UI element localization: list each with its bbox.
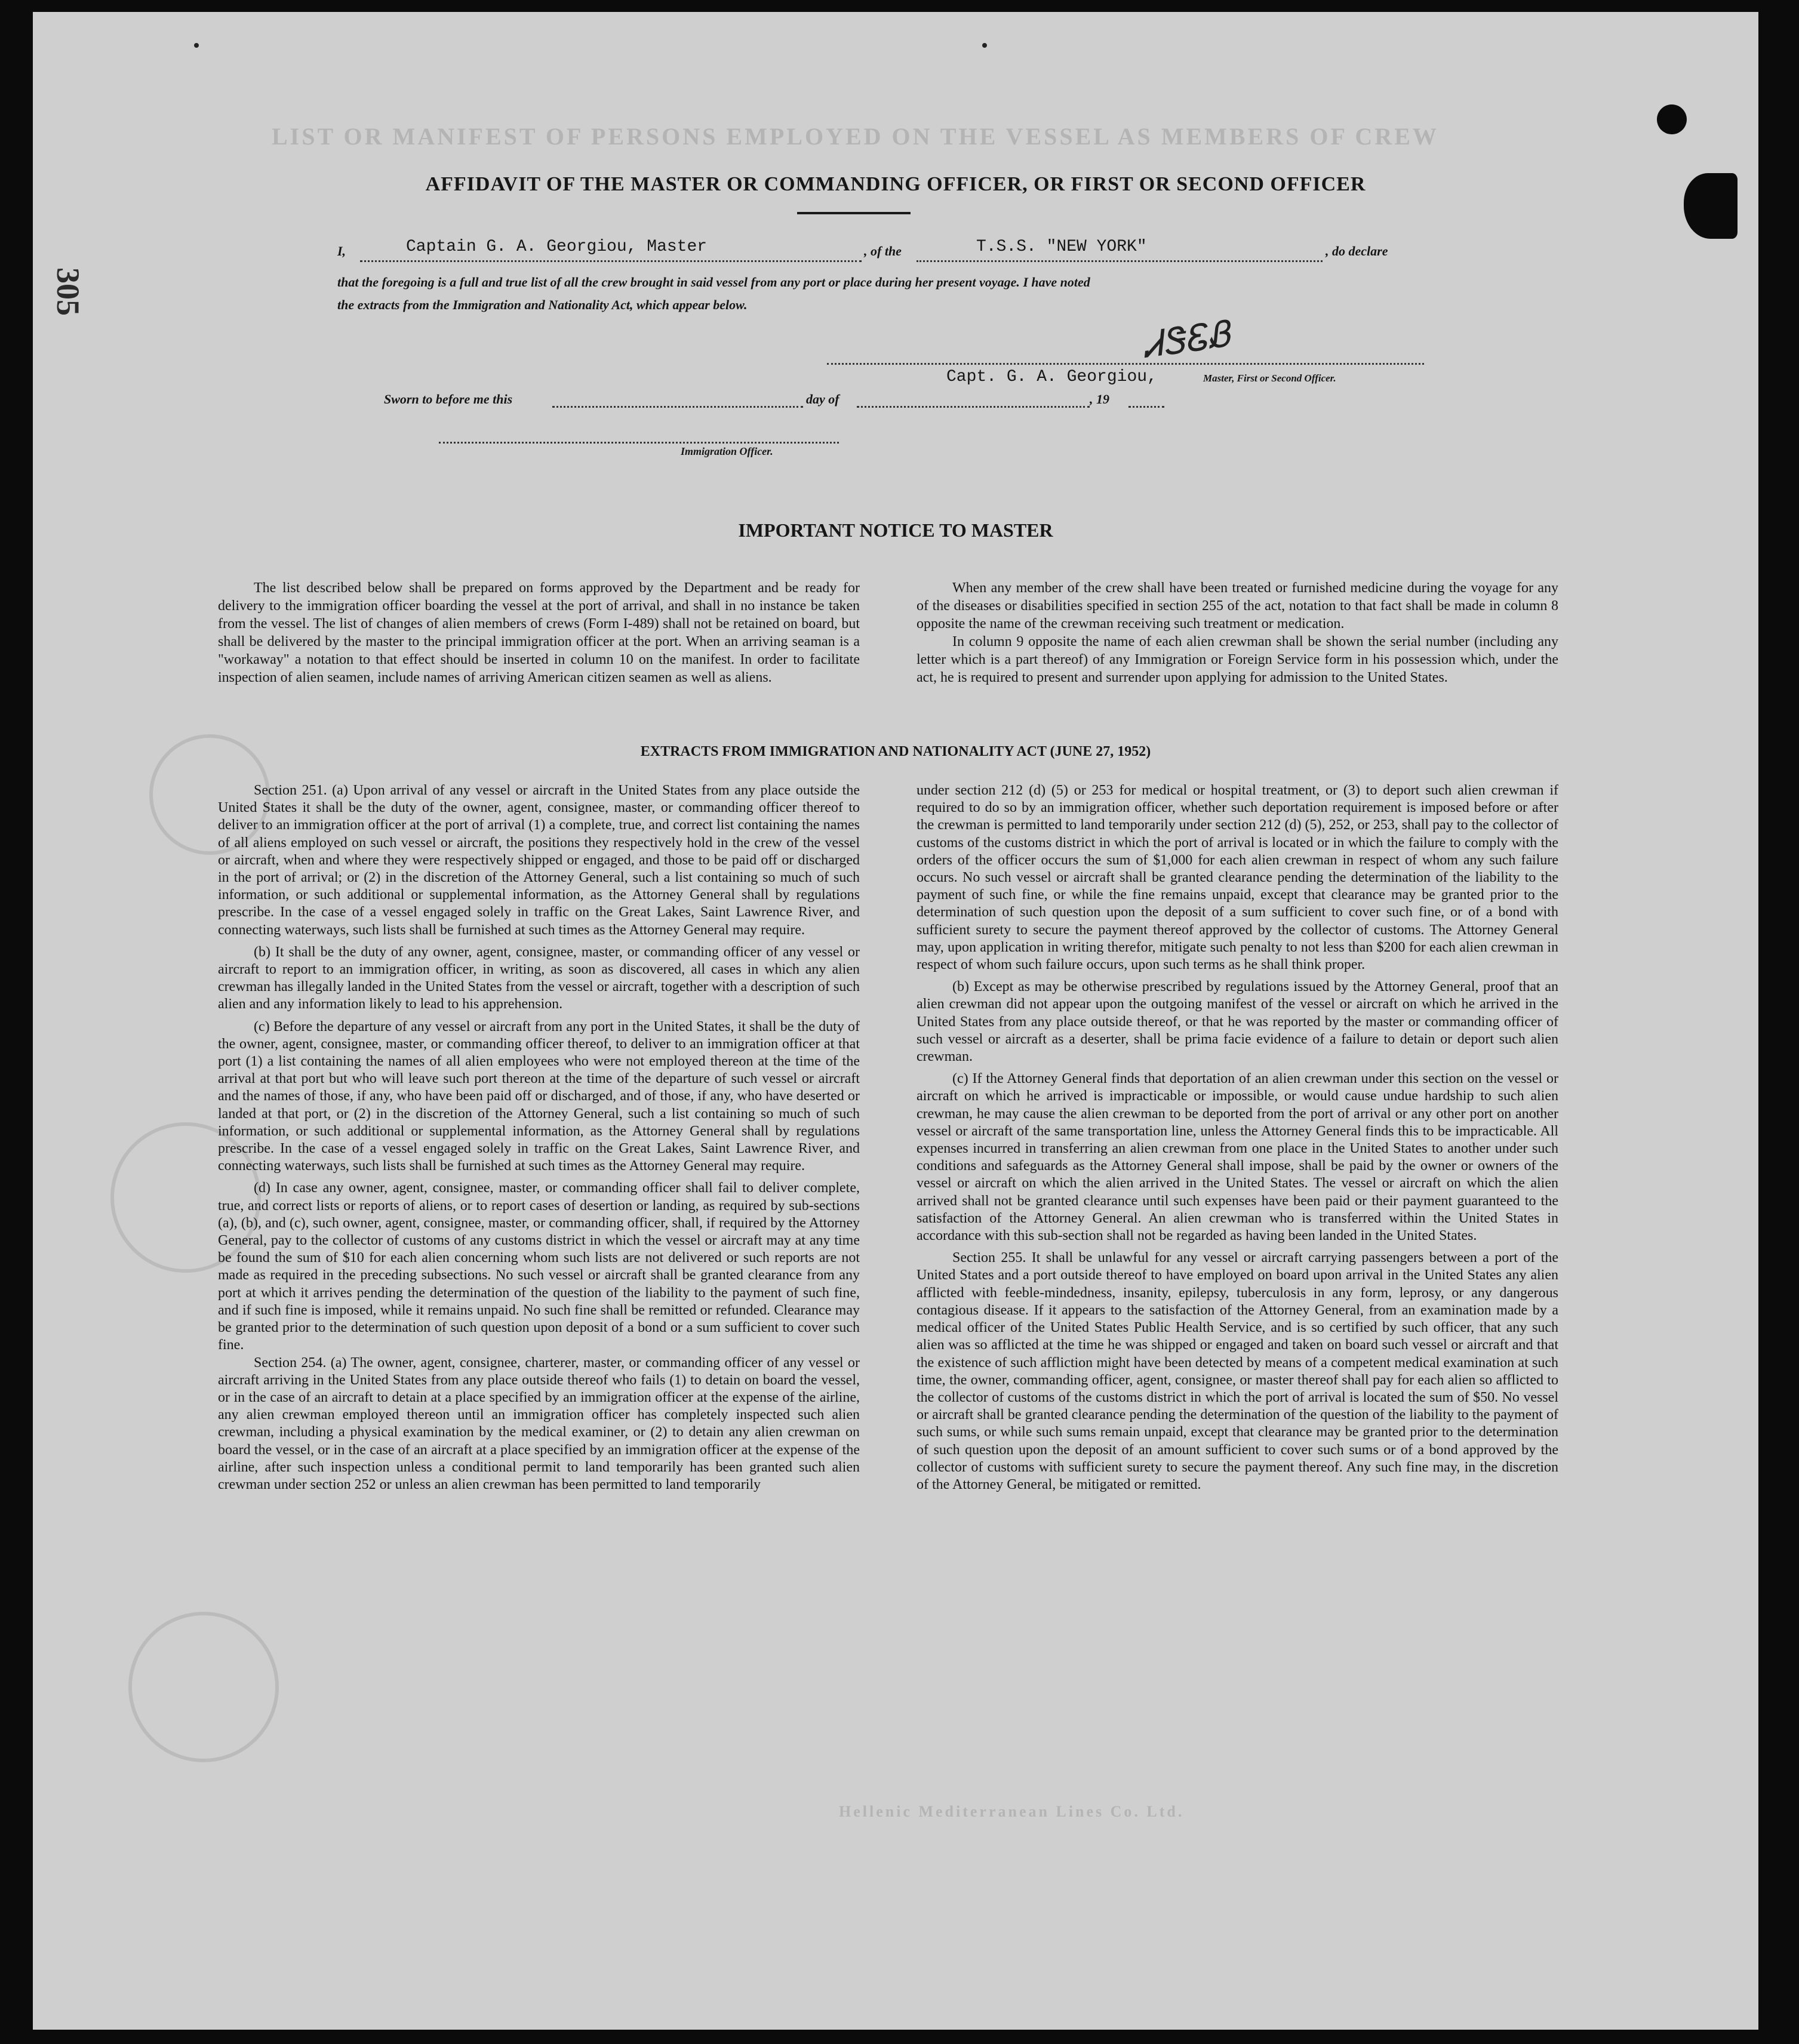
document-page (33, 12, 1758, 2030)
name-underline (360, 260, 862, 262)
ink-dot (194, 43, 199, 48)
signature-role: Master, First or Second Officer. (1203, 373, 1336, 384)
declare-label: , do declare (1326, 244, 1388, 258)
vessel-name: T.S.S. "NEW YORK" (976, 238, 1147, 256)
section-251-a: Section 251. (a) Upon arrival of any vessel or aircraft in the United States from any place outside the United States it shall be the duty of the owner, agent, consignee, master, or commanding officer thereof to deliver to an immigration officer at the port of arrival (1) a complete, true, and correct list containing the names of all aliens employed on such vessel or aircraft, the positions they respectively hold in the crew of the vessel or aircraft, when and where they were respectively shipped or engaged, and those to be paid off or discharged in the port of arrival; or (2) in the discretion of the Attorney General, such a list containing so much of such information, or such additional or supplemental information, as the Attorney General shall by regulations prescribe. In the case of a vessel engaged solely in traffic on the Great Lakes, Saint Lawrence River, and connecting waterways, such lists shall be furnished at such times as the Attorney General may require. (218, 783, 860, 938)
section-254-a: Section 254. (a) The owner, agent, consignee, charterer, master, or commanding officer of any vessel or aircraft arriving in the United States from any place outside thereof who fails (1) to detain on board the vessel, or in the case of an aircraft to detain at a place specified by an immigration officer at the expense of the airline, any alien crewman employed thereon until an immigration officer has completely inspected such alien crewman, including a physical examination by the medical examiner, or (2) to detain any alien crewman on board the vessel, or in the case of an aircraft at a place specified by an immigration officer at the expense of the airline, after such inspection unless a conditional permit to land temporarily has been granted such alien crewman under section 252 or unless an alien crewman has been permitted to land temporarily (218, 1355, 860, 1492)
sworn-underline (552, 406, 803, 408)
notice-left-text: The list described below shall be prepared on forms approved by the Department and be ready for delivery to the immigration officer boarding the vessel at the port of arrival, and shall in no instance be taken from the vessel. The list of changes of alien members of crews (Form I-489) shall not be retained on board, but shall be delivered by the master to the principal immigration officer at the port. When an arriving seaman is a "workaway" a notation to that effect should be inserted in column 10 on the manifest. In order to facilitate inspection of alien seamen, include names of arriving American citizen seamen as well as aliens. (218, 580, 860, 685)
notice-title: IMPORTANT NOTICE TO MASTER (738, 519, 1053, 541)
notice-right-text-2: In column 9 opposite the name of each alien crewman shall be shown the serial number (including any letter which is a part thereof) of any Immigration or Foreign Service form in his possession which, under the act, he is required to present and surrender upon applying for admission to the United States. (917, 634, 1558, 685)
section-254-b: (b) Except as may be otherwise prescribed by regulations issued by the Attorney General, proof that an alien crewman did not appear upon the outgoing manifest of the vessel or aircraft on which he arrived in the United States from any place outside thereof, or that he was reported by the master or commanding officer of such vessel or aircraft as a deserter, shall be prima facie evidence of a failure to detain or deport such alien crewman. (917, 979, 1558, 1065)
immigration-officer-label: Immigration Officer. (681, 445, 773, 457)
master-name: Captain G. A. Georgiou, Master (406, 238, 708, 256)
section-254-a-continued: under section 212 (d) (5) or 253 for medical or hospital treatment, or (3) to deport such alien crewman if required to do so by an immigration officer, whether such deportation requirement is imposed before or after the crewman is permitted to land temporarily under section 212 (d) (5), 252, or 253, shall pay to the collector of customs of the customs district in which the port of arrival is located or in which the failure to comply with the orders of the officer occurs the sum of $1,000 for each alien crewman in respect of whom any such failure occurs. No such vessel or aircraft shall be granted clearance pending the determination of the liability to the payment of such fine, or while the fine remains unpaid, except that clearance may be granted prior to the determination of such question upon the deposit of a sum sufficient to cover such fine, or of a bond with sufficient surety to secure the payment thereof approved by the collector of customs. The Attorney General may, upon application in writing therefor, mitigate such penalty to not less than $200 for each alien crewman in respect of whom such failure occurs, upon such terms as he shall think proper. (917, 783, 1558, 973)
extracts-right-column (917, 782, 1558, 1494)
section-251-d: (d) In case any owner, agent, consignee, master, or commanding officer shall fail to deliver complete, true, and correct lists or reports of aliens, or to report cases of desertion or landing, as required by sub-sections (a), (b), and (c), such owner, agent, consignee, master, or commanding officer, shall, if required by the Attorney General, pay to the collector of customs of any customs district in which the vessel or aircraft may at any time be found the sum of $10 for each alien concerning whom such lists are not delivered or such reports are not made as required in the preceding subsections. No such vessel or aircraft shall be granted clearance from any port at which it arrives pending the determination of the question of the liability to the payment of such fine, and if such fine is imposed, while it remains unpaid. No such fine shall be remitted or refunded. Clearance may be granted prior to the determination of such question upon deposit of a bond or a sum sufficient to cover such fine. (218, 1180, 860, 1353)
notice-right-column (917, 579, 1558, 687)
bleed-through-header: LIST OR MANIFEST OF PERSONS EMPLOYED ON THE VESSEL AS MEMBERS OF CREW (272, 123, 1439, 150)
of-the-label: , of the (864, 244, 902, 258)
affidavit-line-3: the extracts from the Immigration and Nationality Act, which appear below. (337, 297, 748, 312)
section-251-c: (c) Before the departure of any vessel or aircraft from any port in the United States, it shall be the duty of the owner, agent, consignee, master, or commanding officer thereof, to deliver to an immigration officer at that port (1) a list containing the names of all alien employees who were not employed thereon at the time of the arrival at that port but who will leave such port thereon at the time of the departure of such vessel or aircraft and the names of those, if any, who have been paid off or discharged, and of those, if any, who have deserted or landed at that port, or (2) in the discretion of the Attorney General, such a list containing so much of such information, or such additional or supplemental information, as the Attorney General shall by regulations prescribe. In the case of a vessel engaged solely in traffic on the Great Lakes, Saint Lawrence River, and connecting waterways, such lists shall be furnished at such times as the Attorney General may require. (218, 1018, 860, 1174)
ink-dot (982, 43, 987, 48)
year-prefix: , 19 (1090, 392, 1109, 407)
punch-hole-top (1657, 104, 1687, 134)
page-number: 305 (50, 267, 86, 316)
section-251-b: (b) It shall be the duty of any owner, agent, consignee, master, or commanding officer of any vessel or aircraft to report to an immigration officer, in writing, as soon as discovered, all cases in which any alien crewman has illegally landed in the United States from the vessel or aircraft, together with a description of such alien and any information likely to lead to his apprehension. (218, 944, 860, 1012)
section-254-c: (c) If the Attorney General finds that deportation of an alien crewman under this section on the vessel or aircraft on which he arrived is impracticable or impossible, or would cause undue hardship to such alien crewman, he may cause the alien crewman to be deported from the port of arrival or any other port on another vessel or aircraft of the same transportation line, unless the Attorney General finds this to be impracticable. All expenses incurred in transferring an alien crewman from one place in the United States to another under such conditions and safeguards as the Attorney General shall impose, shall be paid by the owner or owners of the vessel or aircraft on which the alien arrived in the United States. The vessel or aircraft on which the alien arrived shall not be granted clearance until such expenses have been paid or their payment guaranteed to the satisfaction of the Attorney General. An alien crewman who is transferred within the United States in accordance with this sub-section shall not be regarded as having been landed in the United States. (917, 1071, 1558, 1244)
bleed-through-footer: Hellenic Mediterranean Lines Co. Ltd. (839, 1803, 1185, 1820)
month-underline (857, 406, 1090, 408)
sworn-label: Sworn to before me this (384, 392, 513, 407)
year-underline (1128, 406, 1164, 408)
officer-underline (439, 442, 839, 444)
i-label: I, (337, 244, 346, 258)
affidavit-title: AFFIDAVIT OF THE MASTER OR COMMANDING OFFICER, OR FIRST OR SECOND OFFICER (425, 173, 1366, 195)
affidavit-line-2: that the foregoing is a full and true list of all the crew brought in said vessel from any port or place during her present voyage. I have noted (337, 275, 1090, 290)
signature-underline (827, 363, 1424, 365)
notice-left-column (218, 579, 860, 687)
faint-stamp-3 (128, 1612, 279, 1762)
extracts-title: EXTRACTS FROM IMMIGRATION AND NATIONALITY ACT (JUNE 27, 1952) (640, 744, 1151, 759)
notice-right-text-1: When any member of the crew shall have been treated or furnished medicine during the voyage for any of the diseases or disabilities specified in section 255 of the act, notation to that fact shall be made in column 8 opposite the name of the crewman receiving such treatment or medication. (917, 580, 1558, 632)
section-255: Section 255. It shall be unlawful for any vessel or aircraft carrying passengers between a port of the United States and a port outside thereof to have employed on board upon arrival in the United States any alien afflicted with feeble-mindedness, insanity, epilepsy, tuberculosis in any form, leprosy, or any dangerous contagious disease. If it appears to the satisfaction of the Attorney General, from an examination made by a medical officer of the United States Public Health Service, and is so certified by such officer, that any such alien was so afflicted at the time he was shipped or engaged and taken on board such vessel or aircraft and that the existence of such affliction might have been detected by means of a competent medical examination at such time, the owner, commanding officer, agent, consignee, or master thereof shall pay for each alien so afflicted to the collector of customs of the customs district in which the port of arrival is located the sum of $50. No vessel or aircraft shall be granted clearance pending the determination of the question of the liability to the payment of such sums, or while such sums remain unpaid, except that clearance may be granted prior to the determination of such question upon the deposit of an amount sufficient to cover such sums or of a bond approved by the collector of customs with sufficient surety to secure the payment thereof. Any such fine may, in the discretion of the Attorney General, be mitigated or remitted. (917, 1250, 1558, 1492)
vessel-underline (917, 260, 1323, 262)
handwritten-signature: ᏗᏕᏋᏰ (1141, 314, 1233, 365)
signature-typed-name: Capt. G. A. Georgiou, (946, 368, 1157, 386)
title-rule (797, 212, 911, 214)
day-of-label: day of (806, 392, 839, 407)
extracts-left-column (218, 782, 860, 1494)
